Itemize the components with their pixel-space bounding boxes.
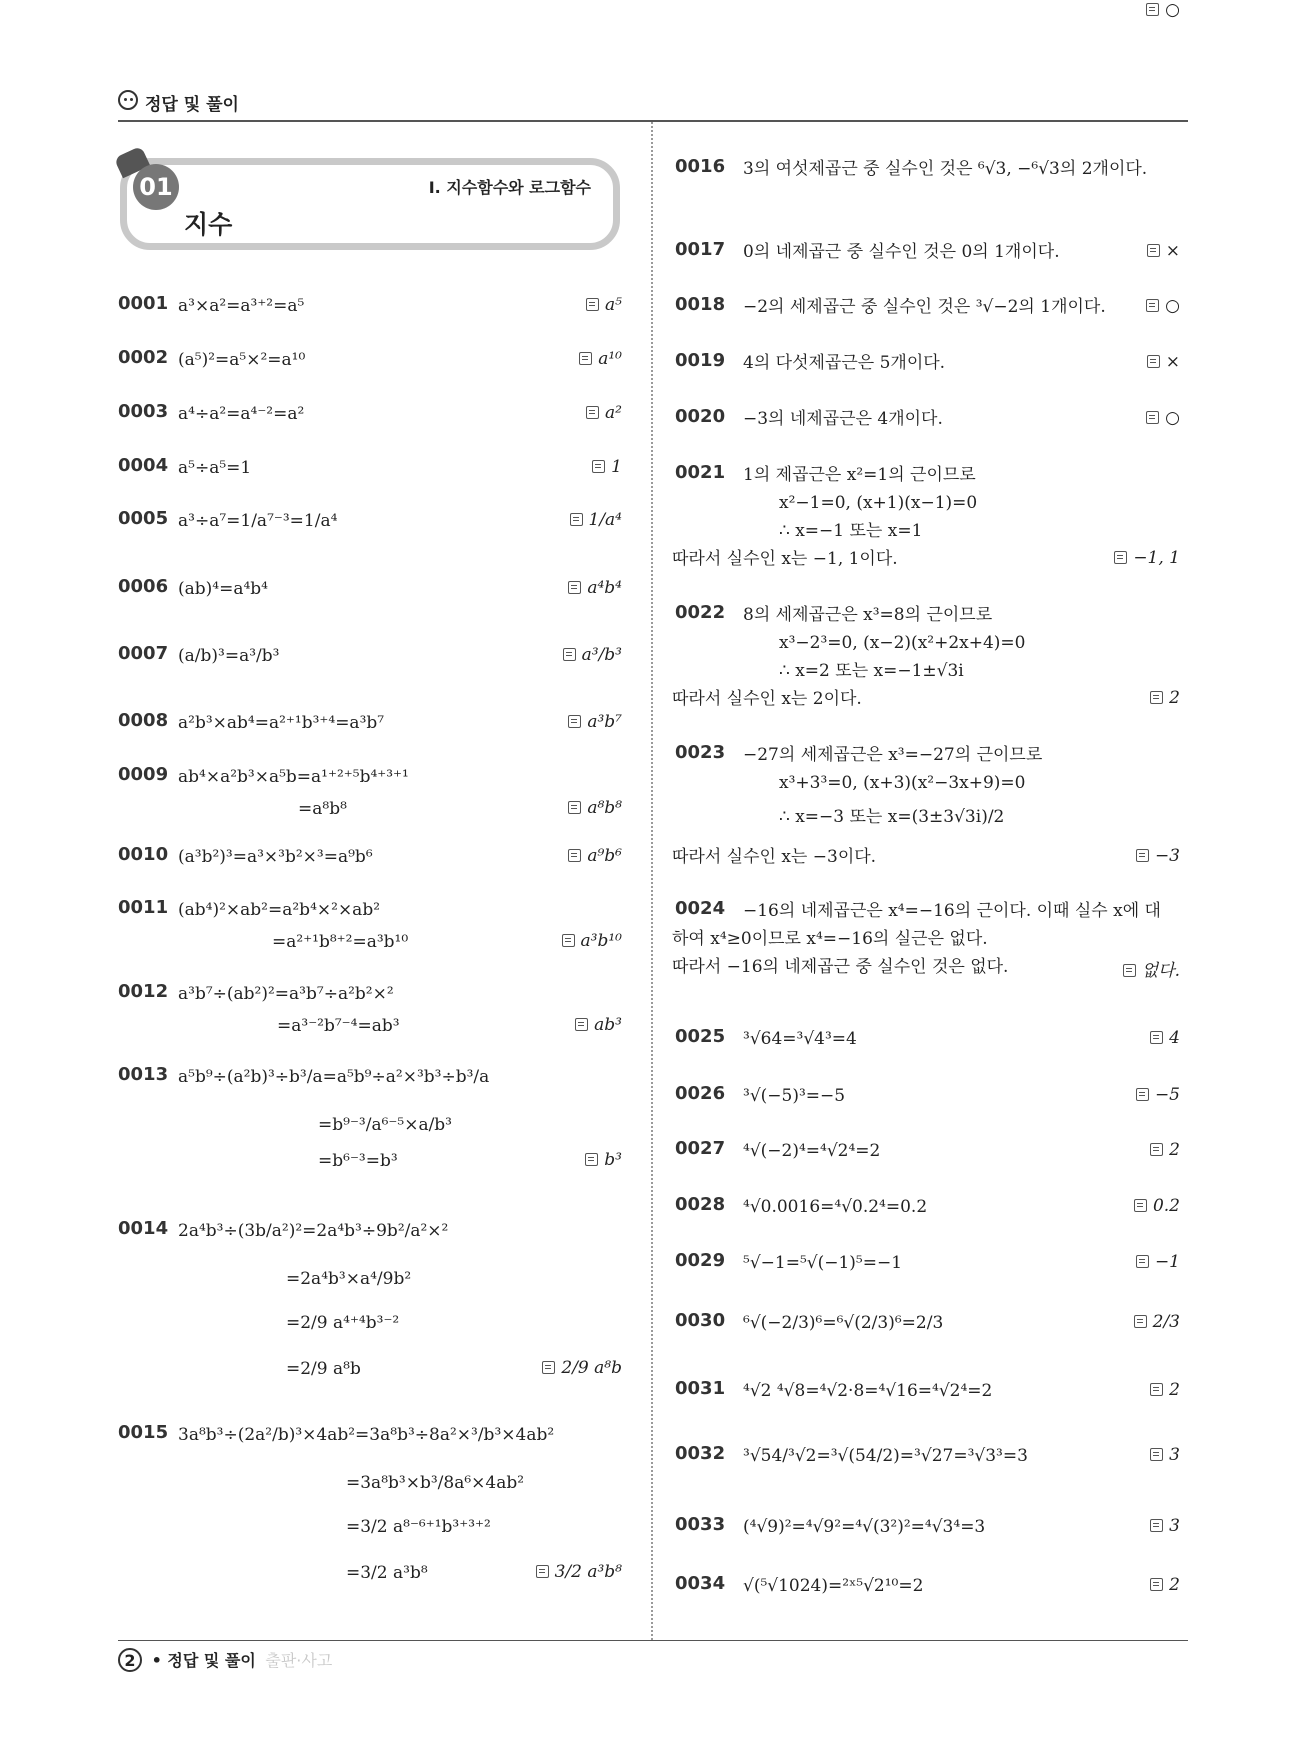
- solution-continuation-line: ∴ x=−3 또는 x=(3±3√3i)/2: [779, 807, 1005, 827]
- problem-number: 0015: [118, 1422, 169, 1443]
- answer-marker-icon: [1150, 1448, 1163, 1461]
- solution-line: −27의 세제곱근은 x³=−27의 근이므로: [743, 745, 1043, 765]
- answer: [579, 349, 622, 369]
- problem-number: 0021: [675, 462, 726, 483]
- solution-line: √(⁵√1024)=²ˣ⁵√2¹⁰=2: [743, 1576, 924, 1596]
- answer: [1134, 1312, 1180, 1332]
- solution-line: 8의 세제곱근은 x³=8의 근이므로: [743, 605, 993, 625]
- solution-line: −2의 세제곱근 중 실수인 것은 ³√−2의 1개이다.: [743, 297, 1106, 317]
- solution-line: 3의 여섯제곱근 중 실수인 것은 ⁶√3, −⁶√3의 2개이다.: [743, 159, 1148, 179]
- solution-line: 2a⁴b³÷(3b/a²)²=2a⁴b³÷9b²/a²×²: [178, 1221, 449, 1241]
- answer-value: ○: [1165, 0, 1180, 20]
- solution-continuation-line: =b⁹⁻³/a⁶⁻⁵×a/b³: [318, 1115, 452, 1135]
- publisher-watermark: 출판·사고: [265, 1651, 333, 1670]
- solution-continuation-line: =2/9 a⁸b: [286, 1359, 361, 1379]
- solution-continuation-line: x³−2³=0, (x−2)(x²+2x+4)=0: [779, 633, 1026, 653]
- solution-line: (ab⁴)²×ab²=a²b⁴×²×ab²: [178, 900, 381, 920]
- problem-number: 0012: [118, 981, 169, 1002]
- answer-value: 0.2: [1152, 1196, 1180, 1216]
- footer-bullet: •: [151, 1651, 162, 1670]
- answer-marker-icon: [1150, 691, 1163, 704]
- solution-line: a³b⁷÷(ab²)²=a³b⁷÷a²b²×²: [178, 984, 394, 1004]
- problem-number: 0019: [675, 350, 726, 371]
- problem-number: 0025: [675, 1026, 726, 1047]
- answer-marker-icon: [586, 298, 599, 311]
- answer-marker-icon: [1123, 964, 1136, 977]
- footer-rule: [118, 1640, 1188, 1641]
- answer-marker-icon: [592, 460, 605, 473]
- answer-marker-icon: [1150, 1519, 1163, 1532]
- answer: [1150, 1380, 1180, 1400]
- answer-marker-icon: [536, 1565, 549, 1578]
- solution-continuation-line: 따라서 실수인 x는 −3이다.: [672, 847, 877, 867]
- answer-value: 3: [1169, 1516, 1180, 1536]
- solution-line: a³×a²=a³⁺²=a⁵: [178, 296, 305, 316]
- answer-value: a³/b³: [581, 645, 622, 665]
- answer: [1150, 1445, 1180, 1465]
- answer-marker-icon: [1146, 299, 1159, 312]
- answer-marker-icon: [1146, 3, 1159, 16]
- answer-marker-icon: [568, 849, 581, 862]
- solution-continuation-line: =3a⁸b³×b³/8a⁶×4ab²: [346, 1473, 525, 1493]
- solution-line: (a³b²)³=a³×³b²×³=a⁹b⁶: [178, 847, 373, 867]
- answer-value: −5: [1154, 1085, 1180, 1105]
- smiley-icon: [118, 90, 138, 110]
- answer-marker-icon: [1114, 551, 1127, 564]
- answer: [1136, 1085, 1180, 1105]
- page-number: 2: [118, 1648, 142, 1672]
- solution-line: ⁴√2 ⁴√8=⁴√2·8=⁴√16=⁴√2⁴=2: [743, 1381, 993, 1401]
- answer-marker-icon: [1150, 1143, 1163, 1156]
- problem-number: 0022: [675, 602, 726, 623]
- answer: [1147, 352, 1180, 372]
- problem-number: 0008: [118, 710, 169, 731]
- solution-line: (a/b)³=a³/b³: [178, 646, 280, 666]
- answer-value: 3: [1169, 1445, 1180, 1465]
- solution-line: 3a⁸b³÷(2a²/b)³×4ab²=3a⁸b³÷8a²×³/b³×4ab²: [178, 1425, 555, 1445]
- solution-line: −16의 네제곱근은 x⁴=−16의 근이다. 이때 실수 x에 대: [743, 901, 1161, 921]
- answer-value: b³: [604, 1150, 622, 1170]
- problem-number: 0004: [118, 455, 169, 476]
- answer-value: ○: [1165, 296, 1180, 316]
- answer: [568, 798, 622, 818]
- solution-continuation-line: =2/9 a⁴⁺⁴b³⁻²: [286, 1313, 400, 1333]
- solution-line: 0의 네제곱근 중 실수인 것은 0의 1개이다.: [743, 242, 1060, 262]
- answer: [586, 403, 622, 423]
- solution-line: ³√(−5)³=−5: [743, 1086, 846, 1106]
- answer: [1146, 0, 1180, 20]
- answer: [1150, 1575, 1180, 1595]
- answer-marker-icon: [1134, 1199, 1147, 1212]
- answer: [1136, 1252, 1180, 1272]
- answer-marker-icon: [579, 352, 592, 365]
- section-header: [120, 158, 620, 250]
- answer-value: 3/2 a³b⁸: [554, 1562, 622, 1582]
- solution-continuation-line: ∴ x=−1 또는 x=1: [779, 521, 923, 541]
- problem-number: 0016: [675, 156, 726, 177]
- problem-number: 0024: [675, 898, 726, 919]
- section-number: 01: [133, 164, 179, 210]
- answer-marker-icon: [542, 1361, 555, 1374]
- solution-continuation-line: =b⁶⁻³=b³: [318, 1151, 398, 1171]
- answer-value: 1/a⁴: [588, 510, 622, 530]
- problem-number: 0010: [118, 844, 169, 865]
- solution-continuation-line: =3/2 a³b⁸: [346, 1563, 428, 1583]
- answer-marker-icon: [1146, 411, 1159, 424]
- solution-line: ³√54/³√2=³√(54/2)=³√27=³√3³=3: [743, 1446, 1028, 1466]
- answer: [1150, 1516, 1180, 1536]
- answer: [1114, 548, 1180, 568]
- solution-continuation-line: 따라서 실수인 x는 2이다.: [672, 689, 862, 709]
- problem-number: 0028: [675, 1194, 726, 1215]
- problem-number: 0003: [118, 401, 169, 422]
- solution-line: a⁵b⁹÷(a²b)³÷b³/a=a⁵b⁹÷a²×³b³÷b³/a: [178, 1067, 490, 1087]
- answer: [562, 931, 622, 951]
- answer: [1123, 956, 1180, 981]
- answer: [1136, 846, 1180, 866]
- answer: [1134, 1196, 1180, 1216]
- solution-continuation-line: ∴ x=2 또는 x=−1±√3i: [779, 661, 964, 681]
- solution-continuation-line: =a⁸b⁸: [298, 799, 347, 819]
- page-footer: [118, 1648, 332, 1672]
- answer-value: a⁸b⁸: [587, 798, 622, 818]
- answer-value: 2/9 a⁸b: [561, 1358, 622, 1378]
- answer-value: ×: [1165, 352, 1180, 372]
- answer: [1146, 408, 1180, 428]
- answer-marker-icon: [568, 581, 581, 594]
- footer-label: 정답 및 풀이: [167, 1651, 256, 1670]
- answer-marker-icon: [1136, 1088, 1149, 1101]
- problem-number: 0029: [675, 1250, 726, 1271]
- answer: [575, 1015, 622, 1035]
- solution-line: ab⁴×a²b³×a⁵b=a¹⁺²⁺⁵b⁴⁺³⁺¹: [178, 767, 409, 787]
- header-title: 정답 및 풀이: [145, 95, 239, 115]
- solution-line: ⁴√0.0016=⁴√0.2⁴=0.2: [743, 1197, 928, 1217]
- answer-value: ab³: [594, 1015, 622, 1035]
- answer-marker-icon: [1147, 355, 1160, 368]
- answer-marker-icon: [1136, 849, 1149, 862]
- problem-number: 0026: [675, 1083, 726, 1104]
- problem-number: 0007: [118, 643, 169, 664]
- problem-number: 0011: [118, 897, 169, 918]
- answer: [542, 1358, 622, 1378]
- solution-continuation-line: =3/2 a⁸⁻⁶⁺¹b³⁺³⁺²: [346, 1517, 491, 1537]
- solution-line: (a⁵)²=a⁵×²=a¹⁰: [178, 350, 306, 370]
- problem-number: 0034: [675, 1573, 726, 1594]
- answer-value: 2: [1169, 688, 1180, 708]
- solution-continuation-line: =a²⁺¹b⁸⁺²=a³b¹⁰: [272, 932, 409, 952]
- answer: [563, 645, 622, 665]
- answer-marker-icon: [1150, 1383, 1163, 1396]
- answer-marker-icon: [570, 513, 583, 526]
- solution-line: ⁵√−1=⁵√(−1)⁵=−1: [743, 1253, 903, 1273]
- solution-line: (ab)⁴=a⁴b⁴: [178, 579, 268, 599]
- answer-value: −1, 1: [1133, 548, 1180, 568]
- problem-number: 0001: [118, 293, 169, 314]
- answer-marker-icon: [575, 1018, 588, 1031]
- problem-number: 0014: [118, 1218, 169, 1239]
- answer: [1150, 1140, 1180, 1160]
- answer-value: a³b¹⁰: [580, 931, 622, 951]
- answer: [536, 1562, 622, 1582]
- solution-line: a²b³×ab⁴=a²⁺¹b³⁺⁴=a³b⁷: [178, 713, 385, 733]
- problem-number: 0013: [118, 1064, 169, 1085]
- problem-number: 0033: [675, 1514, 726, 1535]
- answer-value: 4: [1169, 1028, 1180, 1048]
- solution-continuation-line: 따라서 실수인 x는 −1, 1이다.: [672, 549, 898, 569]
- answer-value: 없다.: [1141, 961, 1180, 981]
- answer-value: −1: [1154, 1252, 1180, 1272]
- problem-number: 0002: [118, 347, 169, 368]
- solution-continuation-line: 하여 x⁴≥0이므로 x⁴=−16의 실근은 없다.: [672, 929, 988, 949]
- section-title: 지수: [184, 210, 233, 239]
- chapter-title: Ⅰ. 지수함수와 로그함수: [428, 178, 591, 197]
- problem-number: 0020: [675, 406, 726, 427]
- solution-continuation-line: x³+3³=0, (x+3)(x²−3x+9)=0: [779, 773, 1026, 793]
- solution-line: (⁴√9)²=⁴√9²=⁴√(3²)²=⁴√3⁴=3: [743, 1517, 986, 1537]
- answer-value: a²: [605, 403, 622, 423]
- answer: [1147, 241, 1180, 261]
- solution-line: 4의 다섯제곱근은 5개이다.: [743, 353, 946, 373]
- answer: [570, 510, 623, 530]
- solution-line: ³√64=³√4³=4: [743, 1029, 857, 1049]
- answer-value: a³b⁷: [587, 712, 622, 732]
- solution-line: 1의 제곱근은 x²=1의 근이므로: [743, 465, 976, 485]
- answer-value: 2/3: [1152, 1312, 1180, 1332]
- problem-number: 0032: [675, 1443, 726, 1464]
- answer: [1150, 1028, 1180, 1048]
- problem-number: 0031: [675, 1378, 726, 1399]
- answer-value: a⁴b⁴: [587, 578, 622, 598]
- column-divider: [651, 122, 653, 1640]
- problem-number: 0023: [675, 742, 726, 763]
- page-header: [118, 88, 1188, 122]
- answer: [1150, 688, 1180, 708]
- answer: [592, 457, 622, 477]
- answer: [1146, 296, 1180, 316]
- solution-line: −3의 네제곱근은 4개이다.: [743, 409, 943, 429]
- problem-number: 0006: [118, 576, 169, 597]
- problem-number: 0005: [118, 508, 169, 529]
- solution-line: a³÷a⁷=1/a⁷⁻³=1/a⁴: [178, 511, 338, 531]
- solution-continuation-line: =2a⁴b³×a⁴/9b²: [286, 1269, 412, 1289]
- problem-number: 0030: [675, 1310, 726, 1331]
- problem-number: 0027: [675, 1138, 726, 1159]
- answer-marker-icon: [1150, 1578, 1163, 1591]
- solution-line: ⁶√(−2/3)⁶=⁶√(2/3)⁶=2/3: [743, 1313, 944, 1333]
- answer-marker-icon: [568, 715, 581, 728]
- answer: [568, 578, 622, 598]
- solution-continuation-line: x²−1=0, (x+1)(x−1)=0: [779, 493, 978, 513]
- answer-marker-icon: [586, 406, 599, 419]
- answer-value: 2: [1169, 1140, 1180, 1160]
- answer-value: a¹⁰: [598, 349, 622, 369]
- solution-continuation-line: 따라서 −16의 네제곱근 중 실수인 것은 없다.: [672, 957, 1009, 977]
- problem-number: 0018: [675, 294, 726, 315]
- answer-value: 2: [1169, 1575, 1180, 1595]
- solution-line: ⁴√(−2)⁴=⁴√2⁴=2: [743, 1141, 881, 1161]
- answer-value: ×: [1165, 241, 1180, 261]
- answer: [585, 1150, 622, 1170]
- answer-marker-icon: [1150, 1031, 1163, 1044]
- answer-marker-icon: [568, 801, 581, 814]
- answer: [568, 712, 622, 732]
- problem-number: 0017: [675, 239, 726, 260]
- answer-value: 1: [611, 457, 622, 477]
- answer-marker-icon: [563, 648, 576, 661]
- answer: [586, 295, 622, 315]
- answer-marker-icon: [1134, 1315, 1147, 1328]
- solution-line: a⁴÷a²=a⁴⁻²=a²: [178, 404, 305, 424]
- answer-value: ○: [1165, 408, 1180, 428]
- answer-value: −3: [1154, 846, 1180, 866]
- answer-value: 2: [1169, 1380, 1180, 1400]
- answer-marker-icon: [1136, 1255, 1149, 1268]
- answer-marker-icon: [585, 1153, 598, 1166]
- answer-value: a⁹b⁶: [587, 846, 622, 866]
- answer-marker-icon: [562, 934, 575, 947]
- solution-continuation-line: =a³⁻²b⁷⁻⁴=ab³: [277, 1016, 400, 1036]
- solution-line: a⁵÷a⁵=1: [178, 458, 252, 478]
- answer: [568, 846, 622, 866]
- answer-value: a⁵: [605, 295, 622, 315]
- answer-marker-icon: [1147, 244, 1160, 257]
- problem-number: 0009: [118, 764, 169, 785]
